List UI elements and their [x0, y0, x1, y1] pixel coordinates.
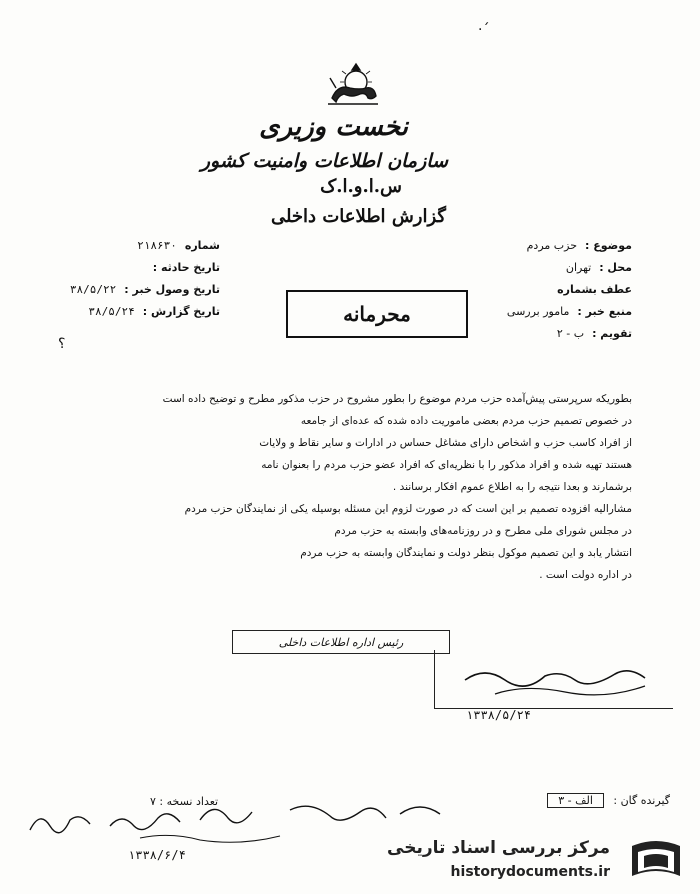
place-row	[432, 256, 632, 278]
body-line: از افراد کاسب حزب و اشخاص دارای مشاغل حساس در ادارات و سایر نقاط و ولایات	[259, 437, 632, 449]
organization-heading: سازمان اطلاعات وامنیت کشور	[200, 150, 448, 172]
signatory-name-stamp: رئیس اداره اطلاعات داخلی	[232, 630, 450, 654]
recipients	[547, 794, 670, 807]
signature-date: ۱۳۳۸/۵/۲۴	[466, 708, 532, 722]
body-line: مشارالیه افزوده تصمیم بر این است که در صورت لزوم این مسئله بوسیله یکی از نمایندگان حزب مردم	[184, 503, 632, 515]
subject-row	[432, 234, 632, 256]
copies-label: تعداد نسخه :	[159, 795, 219, 808]
ink-mark: ؟	[58, 336, 66, 352]
recipients-label: گیرنده گان :	[613, 794, 670, 807]
received-date-label: تاریخ وصول خبر :	[124, 282, 220, 296]
meta-left-block	[30, 234, 220, 322]
signature-box	[434, 650, 673, 709]
lion-and-sun-emblem-icon	[322, 58, 384, 110]
recipients-value: الف - ۳	[547, 793, 604, 808]
reference-label: عطف بشماره	[557, 282, 632, 296]
office-heading: نخست وزیری	[259, 112, 408, 142]
received-date-row	[30, 278, 220, 300]
body-line: هستند تهیه شده و افراد مذکور را با نظریه‌ای که افراد عضو حزب مردم را بعنوان نامه	[261, 459, 632, 471]
archive-logo-icon	[628, 838, 684, 886]
report-body	[32, 388, 632, 586]
evaluation-label: تقویم :	[592, 326, 632, 340]
number-label: شماره	[184, 238, 220, 252]
received-date-value: ۳۸/۵/۲۲	[69, 282, 117, 296]
report-date-label: تاریخ گزارش :	[142, 304, 220, 318]
source-value: مامور بررسی	[506, 304, 570, 318]
evaluation-value: ب - ۲	[556, 326, 585, 340]
body-line: برشمارند و بعدا نتیجه را به اطلاع عموم افکار برسانند .	[392, 481, 632, 493]
place-label: محل :	[599, 260, 632, 274]
watermark-url: historydocuments.ir	[450, 864, 610, 880]
body-line: در مجلس شورای ملی مطرح و در روزنامه‌های وابسته به حزب مردم	[334, 525, 632, 537]
body-line: بطوریکه سرپرستی پیش‌آمده حزب مردم موضوع را بطور مشروح در حزب مذکور مطرح و توضیح داده است	[162, 393, 632, 405]
place-value: تهران	[565, 260, 592, 274]
subject-label: موضوع :	[585, 238, 632, 252]
watermark-name: مرکز بررسی اسناد تاریخی	[387, 838, 610, 858]
body-line: در اداره دولت است .	[539, 569, 632, 581]
archive-watermark	[387, 834, 690, 890]
footer-date: ۱۳۳۸/۶/۴	[128, 848, 186, 862]
source-label: منبع خبر :	[577, 304, 632, 318]
number-value: ۲۱۸۶۳۰	[137, 238, 177, 252]
copies-value: ۷	[150, 795, 156, 808]
subject-value: حزب مردم	[526, 238, 578, 252]
body-line: انتشار یابد و این تصمیم موکول بنظر دولت و نمایندگان وابسته به حزب مردم	[300, 547, 632, 559]
organization-abbreviation: س.ا.و.ا.ک	[320, 176, 402, 197]
handwritten-signature-icon	[435, 650, 673, 708]
ink-mark: ·ˊ	[478, 22, 490, 38]
event-date-row	[30, 256, 220, 278]
report-date-row	[30, 300, 220, 322]
report-type-heading: گزارش اطلاعات داخلی	[270, 206, 446, 227]
number-row	[30, 234, 220, 256]
classification-stamp: محرمانه	[286, 290, 468, 338]
body-line: در خصوص تصمیم حزب مردم بعضی ماموریت داده شده که عده‌ای از جامعه	[300, 415, 632, 427]
report-date-value: ۳۸/۵/۲۴	[88, 304, 135, 318]
event-date-label: تاریخ حادثه :	[152, 260, 220, 274]
